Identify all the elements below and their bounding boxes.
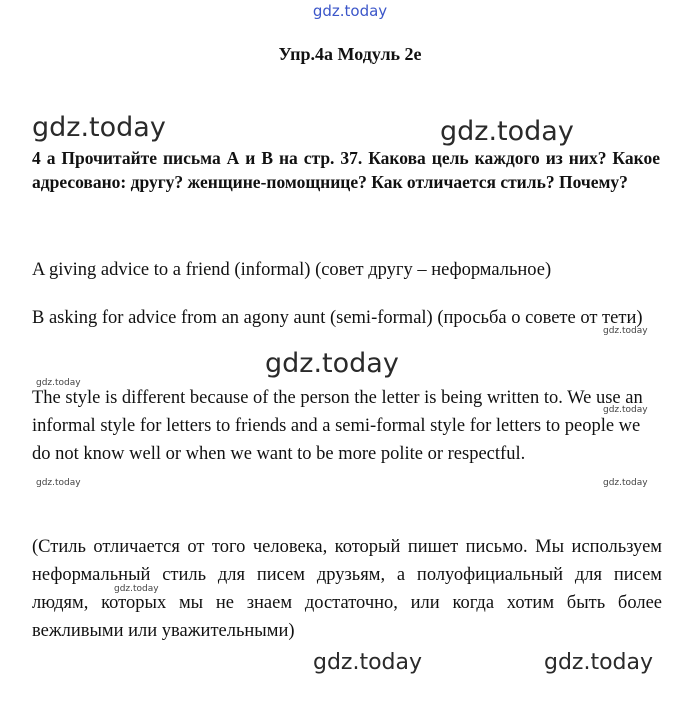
watermark: gdz.today <box>603 326 648 336</box>
style-explanation-en: The style is different because of the person the letter is being written to. We use an informal style for letters to friends and a semi-formal style for letters to people we do not know well or when we want to be more polite or respectful. <box>32 388 643 464</box>
page-title: Упр.4а Модуль 2е <box>278 44 422 64</box>
watermark: gdz.today <box>36 378 81 388</box>
exercise-question: 4 а Прочитайте письма А и В на стр. 37. Какова цель каждого из них? Какое адресовано: другу? женщине-помощнице? Как отличается стиль? Почему? <box>32 148 660 192</box>
watermark: gdz.today <box>603 478 648 488</box>
watermark: gdz.today <box>32 112 166 143</box>
answer-b: B asking for advice from an agony aunt (semi-formal) (просьба о совете от тети) <box>32 308 643 328</box>
watermark: gdz.today <box>544 650 654 675</box>
watermark: gdz.today <box>114 584 159 594</box>
watermark: gdz.today <box>313 650 423 675</box>
watermark-top-link[interactable]: gdz.today <box>312 2 388 20</box>
watermark: gdz.today <box>265 348 399 379</box>
watermark: gdz.today <box>440 116 574 147</box>
watermark: gdz.today <box>603 405 648 415</box>
style-explanation-ru: (Стиль отличается от того человека, который пишет письмо. Мы используем неформальный стиль для писем друзьям, а полуофициальный для писем людям, которых мы не знаем достаточно, или когда хотим быть более вежливыми или уважительными) <box>32 537 662 641</box>
watermark: gdz.today <box>36 478 81 488</box>
answer-a: A giving advice to a friend (informal) (совет другу – неформальное) <box>32 260 552 280</box>
